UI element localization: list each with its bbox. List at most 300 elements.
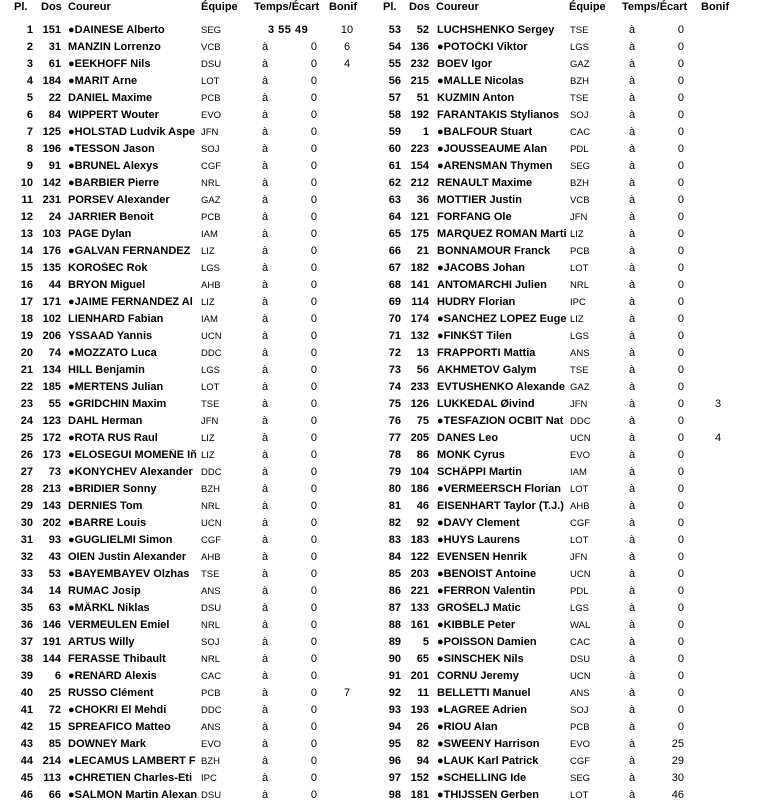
bib-number: 14: [48, 585, 61, 597]
team-code: DDC: [570, 416, 591, 427]
team-code: AHB: [201, 280, 221, 291]
gap-prefix: à: [628, 483, 636, 495]
rank: 20: [20, 347, 33, 359]
rank: 61: [388, 160, 401, 172]
rider-name: ●BRIDIER Sonny: [68, 483, 157, 495]
time-gap: 46: [671, 789, 684, 801]
rider-name: ●CHRETIEN Charles-Eti: [68, 772, 192, 784]
rider-name: KUZMIN Anton: [437, 92, 515, 104]
gap-prefix: à: [628, 58, 636, 70]
rider-name: ●SCHELLING Ide: [437, 772, 527, 784]
bib-number: 134: [42, 364, 61, 376]
gap-prefix: à: [628, 24, 636, 36]
rider-name: RENAULT Maxime: [437, 177, 533, 189]
team-code: DSU: [570, 654, 591, 665]
time-gap: 0: [677, 313, 684, 325]
team-code: PCB: [570, 246, 590, 257]
table-row: [0, 311, 757, 328]
gap-prefix: à: [261, 585, 269, 597]
team-code: JFN: [201, 416, 219, 427]
rank: 59: [388, 126, 401, 138]
rider-name: BONNAMOUR Franck: [437, 245, 551, 257]
table-row: [0, 175, 757, 192]
time-gap: 0: [677, 381, 684, 393]
rank: 24: [20, 415, 33, 427]
bib-number: 103: [42, 228, 61, 240]
gap-prefix: à: [628, 432, 636, 444]
gap-prefix: à: [261, 109, 269, 121]
gap-prefix: à: [628, 517, 636, 529]
rider-name: YSSAAD Yannis: [68, 330, 153, 342]
gap-prefix: à: [261, 500, 269, 512]
team-code: JFN: [201, 127, 219, 138]
time-gap: 0: [677, 109, 684, 121]
gap-prefix: à: [261, 58, 269, 70]
time-gap: 0: [677, 262, 684, 274]
rider-name: HILL Benjamin: [68, 364, 145, 376]
bib-number: 91: [48, 160, 61, 172]
gap-prefix: à: [628, 109, 636, 121]
gap-prefix: à: [628, 262, 636, 274]
rider-name: ●THIJSSEN Gerben: [437, 789, 540, 801]
gap-prefix: à: [628, 381, 636, 393]
team-code: LGS: [201, 365, 221, 376]
bib-number: 126: [410, 398, 429, 410]
gap-prefix: à: [261, 517, 269, 529]
time-gap: 0: [677, 58, 684, 70]
time-gap: 0: [677, 228, 684, 240]
bib-number: 46: [416, 500, 429, 512]
bib-number: 13: [416, 347, 429, 359]
team-code: LIZ: [201, 297, 215, 308]
bib-number: 102: [42, 313, 61, 325]
rank: 53: [388, 24, 401, 36]
header-dos: Dos: [41, 1, 62, 13]
bib-number: 1: [422, 126, 429, 138]
gap-prefix: à: [261, 568, 269, 580]
table-row: [0, 685, 757, 702]
bib-number: 174: [410, 313, 429, 325]
rider-name: ●KIBBLE Peter: [437, 619, 516, 631]
gap-prefix: à: [628, 687, 636, 699]
team-code: WAL: [570, 620, 591, 631]
bib-number: 185: [42, 381, 61, 393]
rider-name: DANES Leo: [437, 432, 499, 444]
bonus-seconds: 10: [340, 24, 354, 36]
rider-name: FERASSE Thibault: [68, 653, 166, 665]
time-gap: 0: [677, 466, 684, 478]
rank: 6: [26, 109, 33, 121]
team-code: CAC: [570, 127, 591, 138]
rank: 8: [26, 143, 33, 155]
time-gap: 0: [677, 177, 684, 189]
rider-name: DANIEL Maxime: [68, 92, 153, 104]
gap-prefix: à: [628, 534, 636, 546]
bib-number: 202: [42, 517, 61, 529]
rider-name: RUMAC Josip: [68, 585, 141, 597]
rank: 27: [20, 466, 33, 478]
bib-number: 146: [42, 619, 61, 631]
gap-prefix: à: [261, 398, 269, 410]
bib-number: 141: [410, 279, 429, 291]
rider-name: MARQUEZ ROMAN Marti: [437, 228, 567, 240]
time-gap: 0: [677, 279, 684, 291]
gap-prefix: à: [261, 466, 269, 478]
gap-prefix: à: [628, 551, 636, 563]
rider-name: ●BAYEMBAYEV Olzhas: [68, 568, 190, 580]
bib-number: 186: [410, 483, 429, 495]
rank: 68: [388, 279, 401, 291]
team-code: NRL: [201, 178, 221, 189]
rank: 16: [20, 279, 33, 291]
bib-number: 214: [42, 755, 61, 767]
gap-prefix: à: [628, 789, 636, 801]
rank: 87: [388, 602, 401, 614]
team-code: PDL: [570, 144, 589, 155]
time-gap: 0: [677, 653, 684, 665]
time-gap: 0: [677, 398, 684, 410]
rider-name: DERNIES Tom: [68, 500, 143, 512]
rider-name: ●LECAMUS LAMBERT F: [68, 755, 196, 767]
team-code: DDC: [201, 705, 222, 716]
rider-name: ●BARBIER Pierre: [68, 177, 160, 189]
time-gap: 0: [677, 41, 684, 53]
bib-number: 172: [42, 432, 61, 444]
time-gap: 0: [677, 483, 684, 495]
rider-name: ●BARRE Louis: [68, 517, 147, 529]
rider-name: ●CHOKRI El Mehdi: [68, 704, 167, 716]
gap-prefix: à: [628, 500, 636, 512]
rider-name: ●POTOČKI Viktor: [437, 41, 528, 53]
bib-number: 5: [422, 636, 429, 648]
rank: 63: [388, 194, 401, 206]
table-row: [0, 124, 757, 141]
rank: 4: [26, 75, 33, 87]
team-code: ANS: [201, 722, 221, 733]
table-row: [0, 328, 757, 345]
bib-number: 176: [42, 245, 61, 257]
team-code: AHB: [570, 501, 590, 512]
rider-name: ●LAGREE Adrien: [437, 704, 527, 716]
rider-name: JARRIER Benoit: [68, 211, 154, 223]
team-code: DDC: [201, 348, 222, 359]
gap-prefix: à: [261, 126, 269, 138]
team-code: IAM: [201, 314, 218, 325]
table-row: [0, 515, 757, 532]
team-code: UCN: [570, 671, 591, 682]
team-code: IAM: [570, 467, 587, 478]
rank: 93: [388, 704, 401, 716]
bib-number: 182: [410, 262, 429, 274]
gap-prefix: à: [628, 670, 636, 682]
bib-number: 75: [416, 415, 429, 427]
team-code: SEG: [570, 161, 591, 172]
rider-name: ●FINKŠT Tilen: [437, 330, 512, 342]
rank: 98: [388, 789, 401, 801]
time-gap: 0: [310, 75, 317, 87]
gap-prefix: à: [628, 619, 636, 631]
rider-name: ●MALLE Nicolas: [437, 75, 524, 87]
team-code: VCB: [570, 195, 590, 206]
time-gap: 0: [310, 653, 317, 665]
table-row: [0, 260, 757, 277]
table-row: [0, 430, 757, 447]
bib-number: 113: [43, 772, 61, 784]
rider-name: ●RIOU Alan: [437, 721, 498, 733]
bib-number: 25: [48, 687, 61, 699]
bib-number: 21: [416, 245, 429, 257]
rank: 40: [20, 687, 33, 699]
time-gap: 0: [677, 211, 684, 223]
team-code: NRL: [201, 501, 221, 512]
bib-number: 181: [410, 789, 429, 801]
rank: 79: [388, 466, 401, 478]
bonus-seconds: 6: [343, 41, 351, 53]
bib-number: 36: [416, 194, 429, 206]
gap-prefix: à: [261, 789, 269, 801]
gap-prefix: à: [261, 347, 269, 359]
team-code: NRL: [201, 654, 221, 665]
rank: 35: [20, 602, 33, 614]
team-code: CGF: [201, 535, 222, 546]
gap-prefix: à: [261, 330, 269, 342]
bib-number: 66: [48, 789, 61, 801]
gap-prefix: à: [628, 160, 636, 172]
table-row: [0, 583, 757, 600]
bib-number: 93: [48, 534, 61, 546]
rank: 33: [20, 568, 33, 580]
team-code: SEG: [570, 773, 591, 784]
table-row: [0, 107, 757, 124]
rank: 34: [20, 585, 33, 597]
rider-name: VERMEULEN Emiel: [68, 619, 170, 631]
team-code: BZH: [570, 178, 589, 189]
time-gap: 0: [310, 568, 317, 580]
rider-name: DAHL Herman: [68, 415, 143, 427]
rank: 14: [20, 245, 33, 257]
bonus-seconds: 4: [714, 432, 722, 444]
rank: 97: [388, 772, 401, 784]
team-code: SOJ: [201, 144, 220, 155]
time-gap: 0: [310, 466, 317, 478]
team-code: DSU: [201, 603, 222, 614]
team-code: CGF: [201, 161, 222, 172]
bib-number: 74: [48, 347, 61, 359]
gap-prefix: à: [628, 92, 636, 104]
rider-name: ●BENOIST Antoine: [437, 568, 537, 580]
time-gap: 0: [310, 126, 317, 138]
rank: 89: [388, 636, 401, 648]
time-gap: 0: [310, 738, 317, 750]
rank: 83: [388, 534, 401, 546]
gap-prefix: à: [628, 398, 636, 410]
time-gap: 0: [310, 602, 317, 614]
gap-prefix: à: [628, 330, 636, 342]
table-row: [0, 617, 757, 634]
bib-number: 121: [410, 211, 429, 223]
gap-prefix: à: [628, 347, 636, 359]
rank: 67: [388, 262, 401, 274]
gap-prefix: à: [261, 228, 269, 240]
table-row: [0, 668, 757, 685]
rank: 44: [20, 755, 33, 767]
bib-number: 206: [42, 330, 61, 342]
bib-number: 192: [410, 109, 429, 121]
gap-prefix: à: [261, 41, 269, 53]
team-code: DSU: [201, 790, 222, 801]
time-gap: 0: [677, 449, 684, 461]
bib-number: 61: [48, 58, 61, 70]
team-code: EVO: [201, 739, 222, 750]
rank: 29: [20, 500, 33, 512]
bib-number: 231: [42, 194, 61, 206]
gap-prefix: à: [628, 194, 636, 206]
rider-name: LIENHARD Fabian: [68, 313, 164, 325]
rider-name: ●VERMEERSCH Florian: [437, 483, 561, 495]
bib-number: 125: [42, 126, 61, 138]
team-code: TSE: [201, 569, 220, 580]
rank: 60: [388, 143, 401, 155]
gap-prefix: à: [261, 738, 269, 750]
rank: 10: [20, 177, 33, 189]
rank: 62: [388, 177, 401, 189]
gap-prefix: à: [261, 704, 269, 716]
team-code: PDL: [570, 586, 589, 597]
header-temps: Temps/Écart: [622, 1, 688, 13]
time-gap: 0: [677, 687, 684, 699]
team-code: BZH: [201, 484, 220, 495]
time-gap: 0: [310, 92, 317, 104]
bib-number: 133: [410, 602, 429, 614]
bib-number: 142: [42, 177, 61, 189]
gap-prefix: à: [261, 143, 269, 155]
bib-number: 122: [410, 551, 429, 563]
rider-name: ●MOZZATO Luca: [68, 347, 157, 359]
leader-time: 3 55 49: [268, 24, 309, 36]
time-gap: 0: [677, 636, 684, 648]
table-row: [0, 464, 757, 481]
time-gap: 0: [310, 517, 317, 529]
gap-prefix: à: [261, 75, 269, 87]
rank: 17: [20, 296, 33, 308]
team-code: IPC: [201, 773, 217, 784]
time-gap: 0: [310, 296, 317, 308]
rider-name: ●KONYCHEV Alexander: [68, 466, 193, 478]
rank: 77: [388, 432, 401, 444]
rider-name: ●MARIT Arne: [68, 75, 138, 87]
header-bonif: Bonif: [329, 1, 358, 13]
rank: 46: [20, 789, 33, 801]
rank: 71: [388, 330, 401, 342]
team-code: LIZ: [570, 314, 584, 325]
team-code: CGF: [570, 518, 591, 529]
rank: 84: [388, 551, 401, 563]
table-row: [0, 600, 757, 617]
bib-number: 43: [48, 551, 61, 563]
header-bonif: Bonif: [701, 1, 730, 13]
rider-name: MONK Cyrus: [437, 449, 505, 461]
bib-number: 86: [416, 449, 429, 461]
bib-number: 52: [416, 24, 429, 36]
team-code: SOJ: [570, 110, 589, 121]
table-row: [0, 532, 757, 549]
time-gap: 0: [677, 143, 684, 155]
time-gap: 0: [310, 41, 317, 53]
team-code: NRL: [570, 280, 590, 291]
team-code: UCN: [201, 518, 222, 529]
team-code: PCB: [570, 722, 590, 733]
team-code: NRL: [201, 620, 221, 631]
team-code: TSE: [201, 399, 220, 410]
time-gap: 25: [671, 738, 684, 750]
bib-number: 203: [410, 568, 429, 580]
rider-name: ●GRIDCHIN Maxim: [68, 398, 167, 410]
rank: 86: [388, 585, 401, 597]
rider-name: FORFANG Ole: [437, 211, 512, 223]
bib-number: 215: [410, 75, 429, 87]
gap-prefix: à: [628, 449, 636, 461]
gap-prefix: à: [261, 551, 269, 563]
time-gap: 0: [310, 58, 317, 70]
rank: 75: [388, 398, 401, 410]
team-code: LGS: [201, 263, 221, 274]
bonus-seconds: 3: [714, 398, 722, 410]
table-row: [0, 39, 757, 56]
time-gap: 0: [310, 228, 317, 240]
team-code: EVO: [570, 450, 591, 461]
rank: 19: [20, 330, 33, 342]
rank: 41: [20, 704, 33, 716]
rank: 91: [388, 670, 401, 682]
header-coureur: Coureur: [436, 1, 479, 13]
rider-name: MOTTIER Justin: [437, 194, 522, 206]
rank: 88: [388, 619, 401, 631]
gap-prefix: à: [261, 245, 269, 257]
time-gap: 0: [677, 670, 684, 682]
time-gap: 0: [310, 347, 317, 359]
table-row: [0, 770, 757, 787]
time-gap: 0: [310, 313, 317, 325]
team-code: JFN: [570, 399, 588, 410]
time-gap: 0: [310, 619, 317, 631]
table-row: [0, 158, 757, 175]
rank: 28: [20, 483, 33, 495]
rider-name: ●EEKHOFF Nils: [68, 58, 151, 70]
team-code: LOT: [570, 535, 589, 546]
team-code: CAC: [570, 637, 591, 648]
bib-number: 154: [410, 160, 429, 172]
time-gap: 0: [310, 330, 317, 342]
rider-name: OIEN Justin Alexander: [68, 551, 187, 563]
rider-name: ●HUYS Laurens: [437, 534, 521, 546]
rank: 36: [20, 619, 33, 631]
time-gap: 0: [677, 364, 684, 376]
gap-prefix: à: [628, 75, 636, 87]
rank: 78: [388, 449, 401, 461]
gap-prefix: à: [261, 755, 269, 767]
bib-number: 63: [48, 602, 61, 614]
bib-number: 31: [48, 41, 61, 53]
header-pl: Pl.: [14, 1, 28, 13]
rider-name: EISENHART Taylor (T.J.): [437, 500, 564, 512]
table-row: [0, 90, 757, 107]
gap-prefix: à: [628, 585, 636, 597]
gap-prefix: à: [261, 619, 269, 631]
bib-number: 213: [42, 483, 61, 495]
team-code: LOT: [201, 76, 220, 87]
gap-prefix: à: [628, 636, 636, 648]
bib-number: 104: [410, 466, 429, 478]
